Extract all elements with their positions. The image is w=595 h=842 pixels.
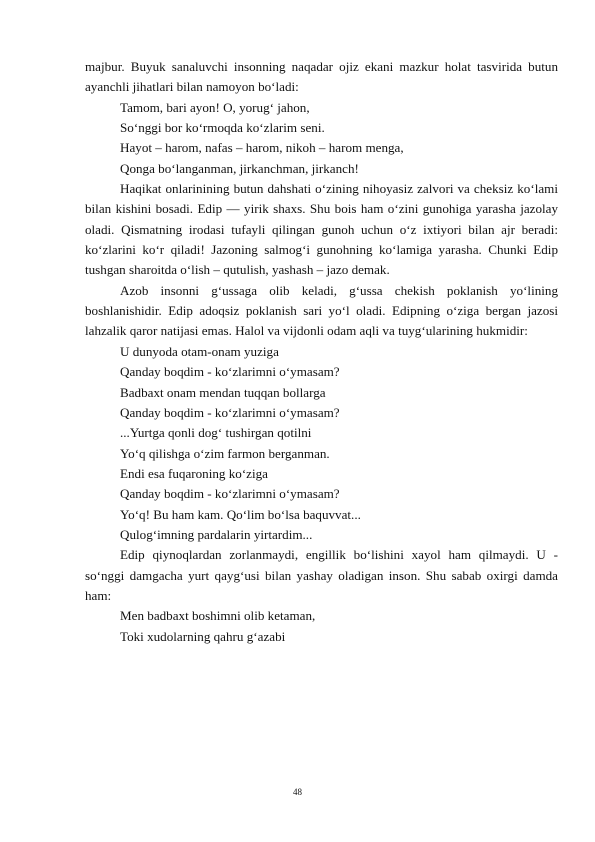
verse-line: So‘nggi bor ko‘rmoqda ko‘zlarim seni. [120, 120, 325, 136]
verse-line: Toki xudolarning qahru g‘azabi [120, 628, 286, 644]
verse-line: Qulog‘imning pardalarin yirtardim... [120, 526, 313, 542]
paragraph: majbur. Buyuk sanaluvchi insonning naqadar ojiz ekani mazkur holat tasvirida butun ayanchli jihatlari bilan namoyon bo‘ladi: [85, 59, 558, 95]
verse-line: Hayot – harom, nafas – harom, nikoh – harom menga, [120, 140, 404, 156]
page-number: 48 [293, 787, 302, 797]
verse-line: U dunyoda otam-onam yuziga [120, 343, 279, 359]
verse-line: Badbaxt onam mendan tuqqan bollarga [120, 384, 326, 400]
verse-line: Endi esa fuqaroning ko‘ziga [120, 465, 268, 481]
verse-line: Men badbaxt boshimni olib ketaman, [120, 608, 316, 624]
verse-line: Tamom, bari ayon! O, yorug‘ jahon, [120, 99, 310, 115]
document-body [85, 57, 558, 647]
paragraph: Haqikat onlarinining butun dahshati o‘zining nihoyasiz zalvori va cheksiz ko‘lami bilan kishini bosadi. Edip — yirik shaxs. Shu bois ham o‘zini gunohiga yarasha jazolay oladi. Qismatning irodasi tufayli qilingan gunoh uchun o‘z ixtiyori bilan ajr beradi: ko‘zlarini ko‘r qiladi! Jazoning salmog‘i gunohning ko‘lamiga yarasha. Chunki Edip tushgan sharoitda o‘lish – qutulish, yashash – jazo demak. [85, 181, 558, 278]
verse-line: Qanday boqdim - ko‘zlarimni o‘ymasam? [120, 364, 340, 380]
verse-line: Qanday boqdim - ko‘zlarimni o‘ymasam? [120, 486, 340, 502]
paragraph: Edip qiynoqlardan zorlanmaydi, engillik bo‘lishini xayol ham qilmaydi. U - so‘nggi damgacha yurt qayg‘usi bilan yashay oladigan inson. Shu sabab oxirgi damda ham: [85, 547, 558, 603]
verse-line: Qanday boqdim - ko‘zlarimni o‘ymasam? [120, 404, 340, 420]
paragraph: Azob insonni g‘ussaga olib keladi, g‘ussa chekish poklanish yo‘lining boshlanishidir. Edip adoqsiz poklanish sari yo‘l oladi. Edipning o‘ziga bergan jazosi lahzalik qaror natijasi emas. Halol va vijdonli odam aqli va tuyg‘ularining hukmidir: [85, 282, 558, 339]
verse-line: Qonga bo‘langanman, jirkanchman, jirkanch! [120, 160, 359, 176]
verse-line: Yo‘q qilishga o‘zim farmon berganman. [120, 445, 330, 461]
verse-line: Yo‘q! Bu ham kam. Qo‘lim bo‘lsa baquvvat... [120, 506, 361, 522]
verse-line: ...Yurtga qonli dog‘ tushirgan qotilni [120, 425, 312, 441]
